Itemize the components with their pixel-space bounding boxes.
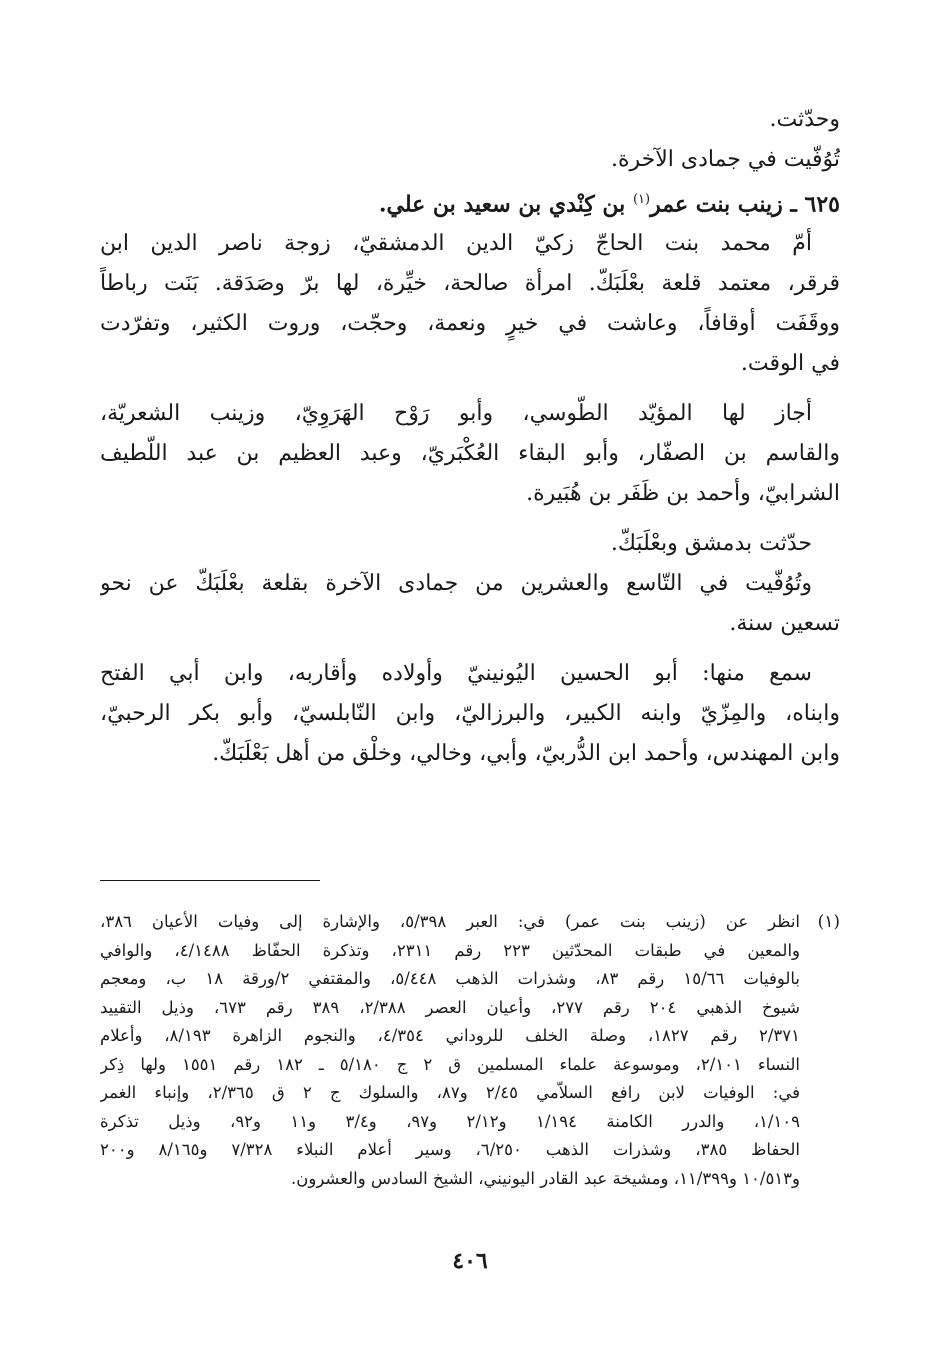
page-number: ٤٠٦ [452,1248,488,1274]
text-line: وتُوُفّيت في التّاسع والعشرين من جمادى الآخرة بقلعة بعْلَبَكّ عن نحو [100,571,812,597]
text-line: ووقَفَت أوقافاً، وعاشت في خيرٍ ونعمة، وحجّت، وروت الكثير، وتفرّدت [100,311,840,337]
footnote-line: شيوخ الذهبي ٢٠٤ رقم ٢٧٧، وأعيان العصر ٢/٣٨٨، ٣٨٩ رقم ٦٧٣، وذيل التقييد [100,997,800,1017]
footnote-line: والمعين في طبقات المحدّثين ٢٢٣ رقم ٢٣١١، وتذكرة الحفّاظ ٤/١٤٨٨، والوافي [100,940,800,960]
entry-number: ٦٢٥ [804,191,840,218]
text-line: وابناه، والمِزّيّ وابنه الكبير، والبرزاليّ، وابن النّابلسيّ، وأبو بكر الرحبيّ، [100,701,840,727]
footnote [100,908,840,1193]
footnote-line: النساء ٢/١٠١، وموسوعة علماء المسلمين ق ٢ ج ٥/١٨٠ ـ ١٨٢ رقم ١٥٥١ ولها ذِكر [100,1054,800,1074]
entry-lineage: بن كِنْدي بن سعيد بن علي. [378,191,626,218]
text-line: وحدّثت. [769,107,840,132]
text-line: في الوقت. [740,351,840,377]
text-line: قرقر، معتمد قلعة بعْلَبَكّ. امرأة صالحة، خيِّرة، لها برّ وصَدَقة. بَنَت رباطاً [100,271,840,297]
footnote-divider [100,880,320,881]
footnotes [100,908,840,1193]
text-line: تسعين سنة. [729,611,840,637]
text-line: وابن المهندس، وأحمد ابن الدُّربيّ، وأبي، وخالي، وخلْق من أهل بَعْلَبَكّ. [212,741,840,767]
text-line: والقاسم بن الصفّار، وأبو البقاء العُكْبَريّ، وعبد العظيم بن عبد اللّطيف [100,441,840,467]
text-line: تُوُفّيت في جمادى الآخرة. [610,147,840,172]
text-line: حدّثت بدمشق وبعْلَبَكّ. [610,531,812,557]
text-line: سمع منها: أبو الحسين اليُونينيّ وأولاده وأقاربه، وابن أبي الفتح [100,661,812,687]
footnote-number: (١) [817,912,840,932]
footnote-reference: (١) [632,192,651,207]
footnote-line: و١٠/٥١٣ و١١/٣٩٩، ومشيخة عبد القادر اليونيني، الشيخ السادس والعشرون. [290,1168,800,1188]
footnote-line: في: الوفيات لابن رافع السلاّمي ٢/٤٥ و٨٧، والسلوك ج ٢ ق ٢/٣٦٥، وإنباء الغمر [100,1083,800,1102]
entry-heading [100,180,840,224]
entry-name: ـ زينب بنت عمر [650,191,797,218]
footnote-line: ٢/٣٧١ رقم ١٨٢٧، وصلة الخلف للروداني ٤/٣٥٤، والنجوم الزاهرة ٨/١٩٣، وأعلام [100,1026,800,1045]
footnote-line: انظر عن (زينب بنت عمر) في: العبر ٥/٣٩٨، والإشارة إلى وفيات الأعيان ٣٨٦، [100,912,800,931]
footnote-text [100,908,800,1193]
text-line: الشرابيّ، وأحمد بن ظَفَر بن هُبَيرة. [526,481,840,507]
footnote-line: الحفاظ ٣٨٥، وشذرات الذهب ٦/٢٥٠، وسير أعلام النبلاء ٧/٣٢٨ و٨/١٦٥ و٢٠٠ [100,1140,800,1159]
text-line: أجاز لها المؤيّد الطّوسي، وأبو رَوْح الهَرَوِيّ، وزينب الشعريّة، [100,401,812,427]
footnote-line: ١/١٠٩، والدرر الكامنة ١/١٩٤ و٢/١٢ و٩٧، و٣/٤ و١١ و٩٢، وذيل تذكرة [100,1111,800,1131]
page-body [100,100,840,1274]
footnote-line: بالوفيات ١٥/٦٦ رقم ٨٣، وشذرات الذهب ٥/٤٤٨، والمقتفي ٢/ورقة ١٨ ب، ومعجم [100,969,800,988]
text-line: أمّ محمد بنت الحاجّ زكيّ الدين الدمشقيّ، زوجة ناصر الدين ابن [100,231,812,257]
